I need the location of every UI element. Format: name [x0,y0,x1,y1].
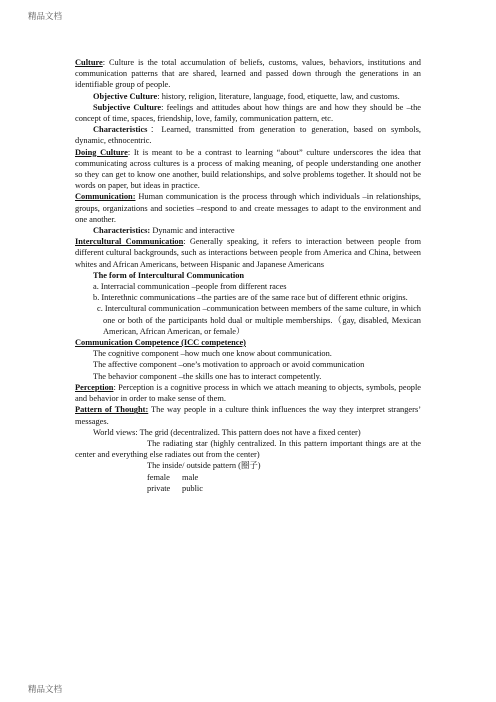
culture-paragraph [75,57,421,91]
document-body [75,57,421,494]
perception-term: Perception [75,382,114,392]
doing-culture-term: Doing Culture [75,147,128,157]
culture-term: Culture [75,58,103,67]
radiating-star-paragraph: The radiating star (highly centralized. In this pattern important things are at the center and everything else radiates out from the center) [75,438,421,460]
communication-characteristics-term: Characteristics: [93,226,151,236]
culture-characteristics-term: Characteristics [93,125,148,135]
form-item-b: b. Interethnic communications –the parties are of the same race but of different ethnic origins. [93,293,408,303]
objective-culture-definition: : history, religion, literature, language, food, etiquette, law, and customs. [157,91,400,101]
page-footer: 精品文档 [28,684,63,694]
pattern-definition: The way people in a culture think influences the way they interpret strangers’ messages. [75,405,421,426]
doing-culture-paragraph [75,147,421,192]
doing-culture-definition: : It is meant to be a contrast to learning “about” culture underscores the idea that communicating across cultures is a process of making meaning, of people understanding one another so they can get to know one another, build relationships, and solve problems together. It should not be words on paper, but ideas in practice. [75,147,422,191]
pattern-term: Pattern of Thought: [75,405,149,415]
communication-term: Communication: [75,192,136,202]
objective-culture-term: Objective Culture [93,91,158,101]
contrast-row-gender [75,472,421,483]
pattern-paragraph [75,404,421,426]
form-item-c: c. Intercultural communication –communication between members of the same culture, in which one or both of the participants hold dual or multiple memberships.（gay, disabled, Mexican American, African American, or female） [97,304,421,336]
icc-cognitive: The cognitive component –how much one know about communication. [93,349,332,359]
subjective-culture-definition: : feelings and attitudes about how things are and how they should be –the concept of time, spaces, friendship, love, family, communication pattern, etc. [75,102,421,124]
subjective-culture-term: Subjective Culture [93,102,162,112]
intercultural-form-title: The form of Intercultural Communication [93,270,245,280]
communication-definition: Human communication is the process through which individuals –in relationships, groups, organizations and societies –respond to and create messages to adapt to the environment and one another. [75,192,421,224]
culture-characteristics-definition: ：Learned, transmitted from generation to generation, based on symbols, dynamic, ethnocentric. [75,125,421,146]
communication-characteristics-paragraph [75,225,421,236]
objective-culture-paragraph [75,91,421,102]
public-label: public [182,483,203,493]
inside-outside-line: The inside/ outside pattern (圈子) [147,461,261,471]
icc-behavior: The behavior component –the skills one has to interact competently. [93,371,322,381]
private-label: private [147,483,171,493]
world-views-line: World views: The grid (decentralized. This pattern does not have a fixed center) [93,427,361,437]
contrast-row-sphere [75,483,421,494]
female-label: female [147,472,170,482]
intercultural-term: Intercultural Communication [75,237,184,247]
page-header: 精品文档 [28,11,63,21]
male-label: male [182,472,199,482]
communication-paragraph [75,191,421,225]
perception-definition: : Perception is a cognitive process in which we attach meaning to objects, symbols, people and behavior in order to make sense of them. [75,382,421,404]
form-item-a: a. Interracial communication –people from different races [93,282,287,292]
icc-title: Communication Competence (ICC competence) [75,338,246,348]
culture-characteristics-paragraph [75,124,421,146]
intercultural-definition: : Generally speaking, it refers to interaction between people from different cultural backgrounds, such as interactions between people from America and China, between whites and African Americans, between Hispanic and Japanese Americans [75,237,421,269]
subjective-culture-paragraph [75,102,421,124]
communication-characteristics-definition: Dynamic and interactive [150,226,235,236]
perception-paragraph [75,382,421,404]
culture-definition: : Culture is the total accumulation of beliefs, customs, values, behaviors, institutions and communication patterns that are shared, learned and passed down through the generations in an identifiable group of people. [75,58,421,90]
icc-affective: The affective component –one’s motivation to approach or avoid communication [93,360,365,370]
intercultural-paragraph [75,236,421,270]
